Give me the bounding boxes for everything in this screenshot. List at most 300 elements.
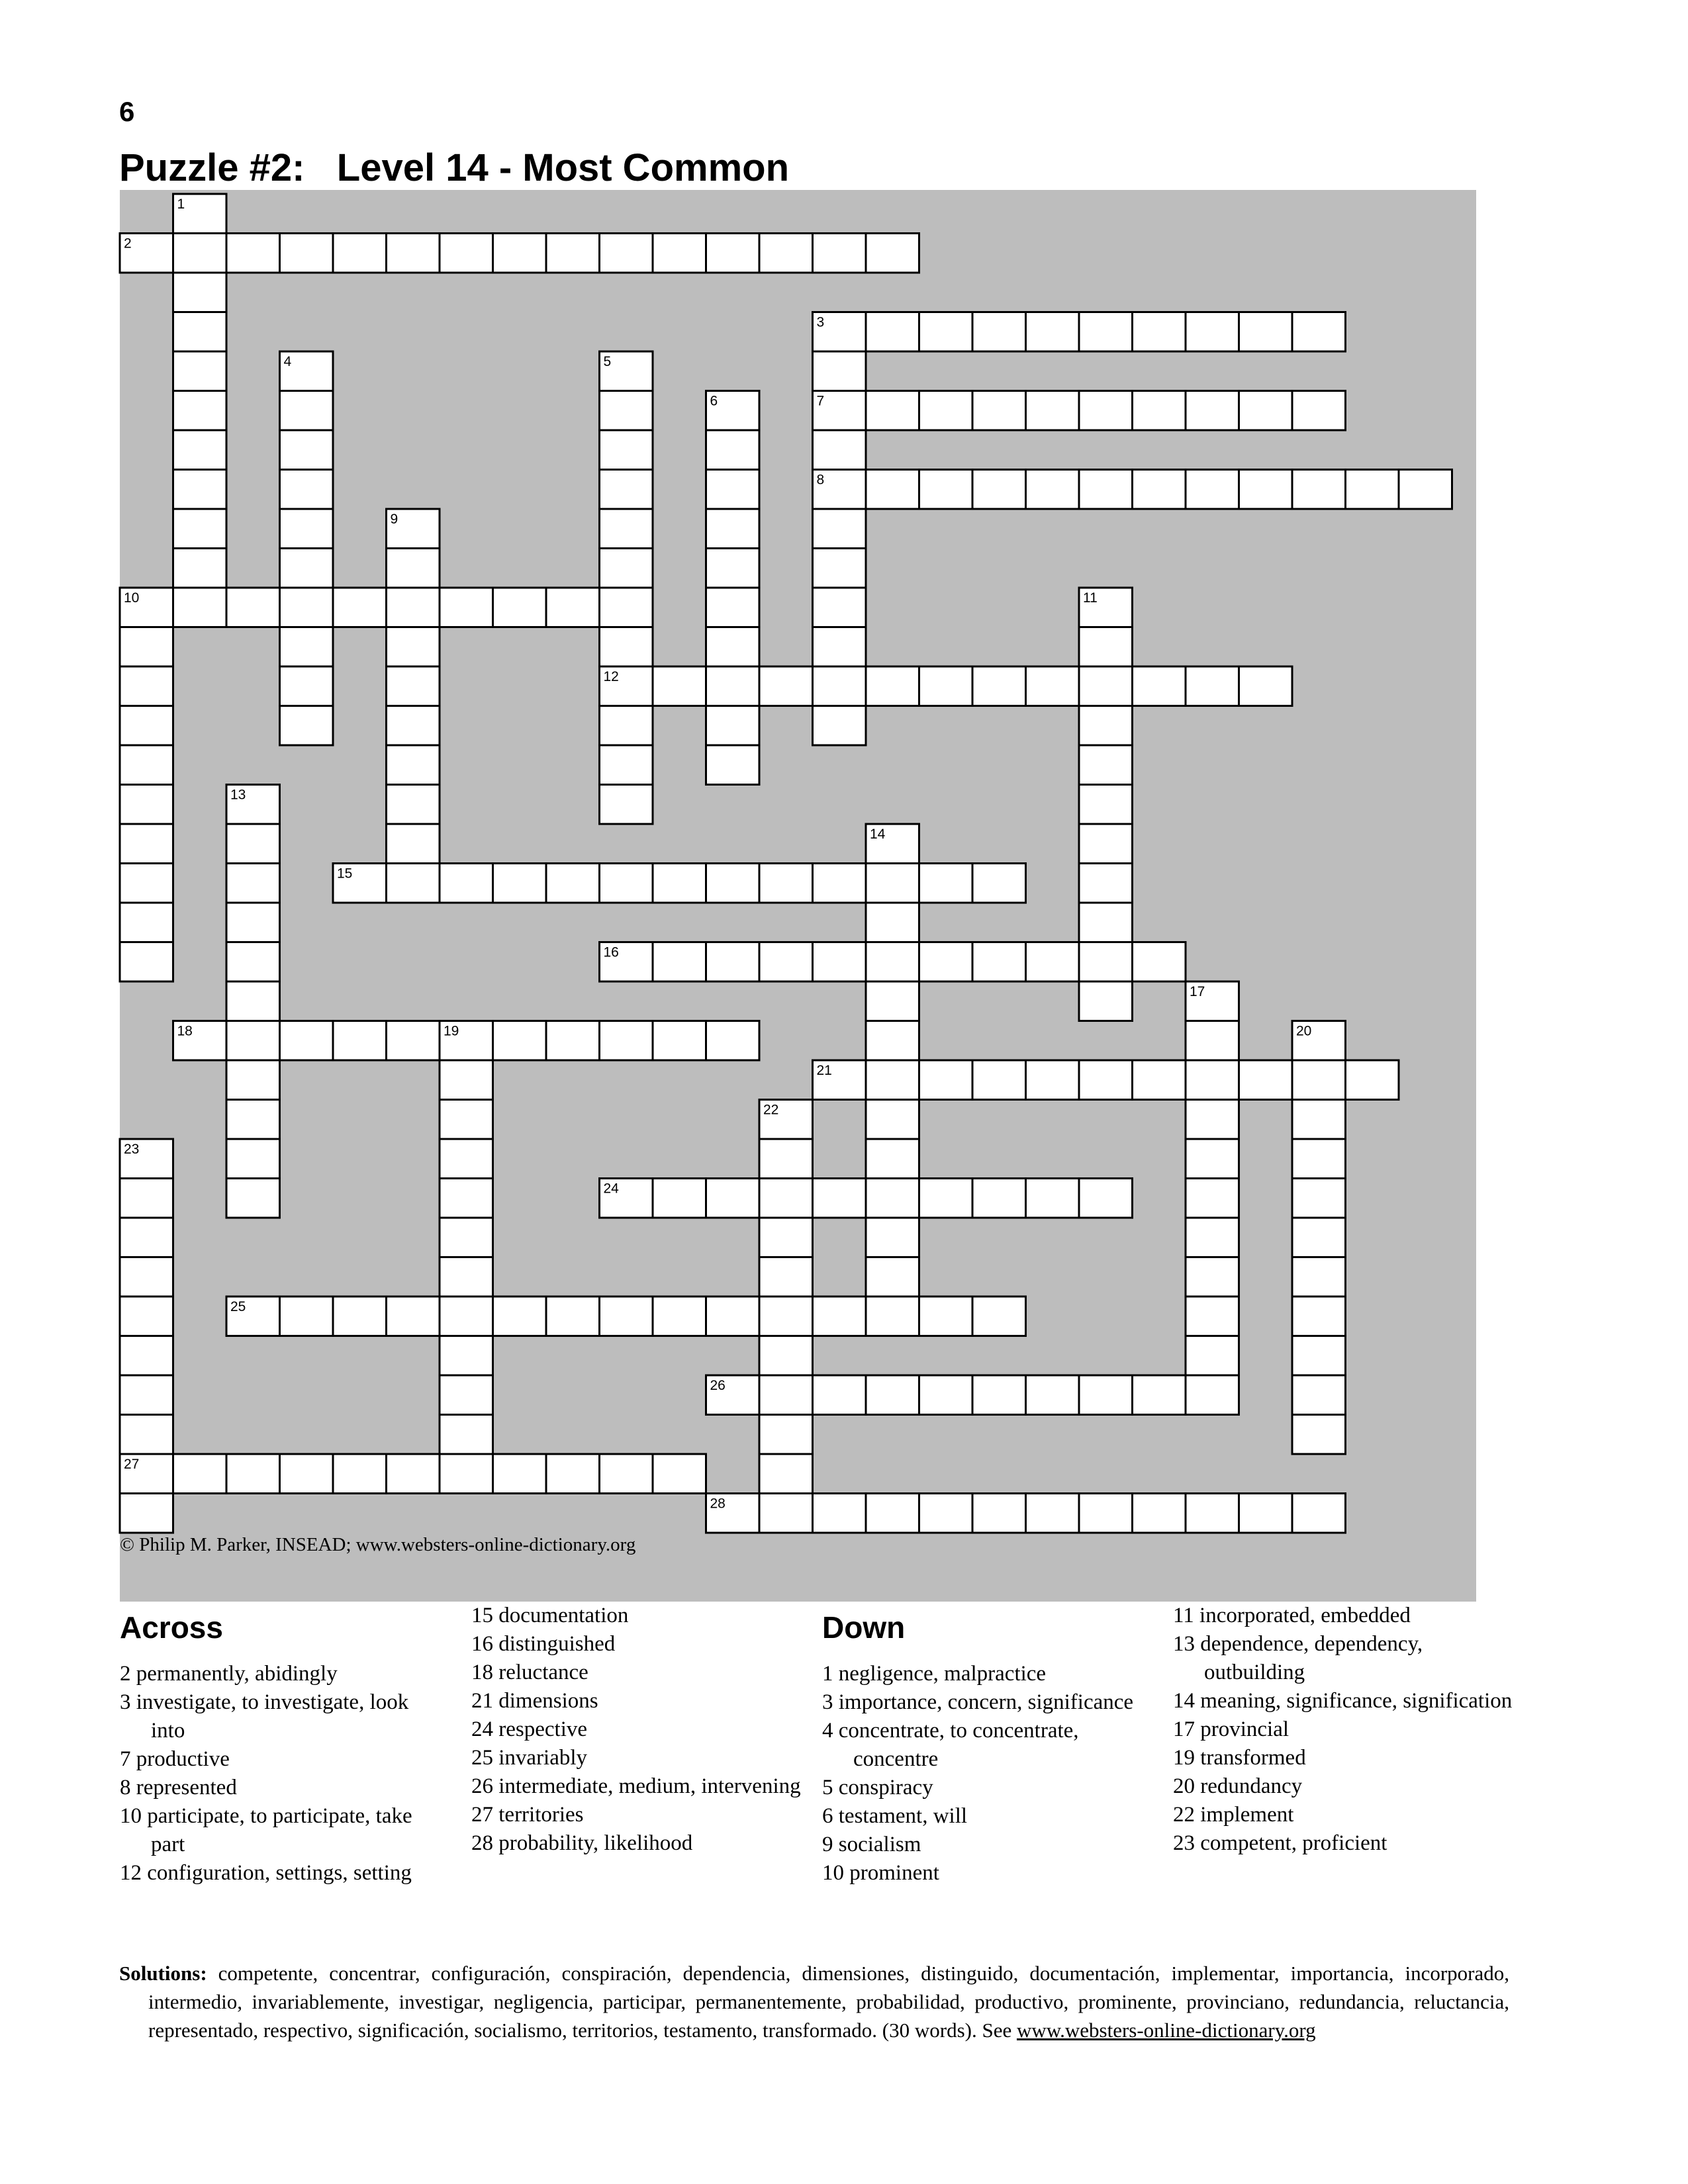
grid-cell[interactable] [1346, 1060, 1399, 1100]
grid-cell[interactable] [759, 1257, 813, 1297]
grid-cell[interactable] [173, 588, 227, 627]
grid-cell[interactable] [226, 942, 280, 982]
grid-cell[interactable] [1239, 391, 1293, 431]
grid-cell[interactable] [280, 234, 334, 273]
grid-cell[interactable] [813, 549, 867, 588]
grid-cell[interactable] [919, 1179, 973, 1218]
grid-cell[interactable] [972, 864, 1026, 903]
grid-cell[interactable] [333, 234, 387, 273]
grid-cell[interactable] [706, 509, 760, 549]
grid-cell[interactable] [387, 1297, 440, 1336]
grid-cell[interactable] [813, 588, 867, 627]
grid-cell[interactable] [600, 785, 653, 825]
grid-cell[interactable] [706, 706, 760, 746]
grid-cell[interactable] [600, 1297, 653, 1336]
grid-cell[interactable] [866, 391, 919, 431]
grid-cell[interactable] [866, 470, 919, 510]
grid-cell[interactable] [919, 1494, 973, 1533]
grid-cell[interactable] [387, 234, 440, 273]
grid-cell[interactable] [280, 391, 334, 431]
grid-cell[interactable] [1133, 1375, 1186, 1415]
grid-cell[interactable] [972, 1375, 1026, 1415]
grid-cell[interactable] [972, 312, 1026, 352]
grid-cell[interactable] [919, 470, 973, 510]
grid-cell[interactable] [972, 666, 1026, 706]
grid-cell[interactable] [600, 234, 653, 273]
grid-cell[interactable] [226, 1454, 280, 1494]
grid-cell[interactable] [226, 864, 280, 903]
grid-cell[interactable] [173, 549, 227, 588]
grid-cell[interactable] [1239, 1494, 1293, 1533]
clue: 14 meaning, significance, signification [1173, 1689, 1513, 1713]
grid-cell[interactable] [706, 1021, 760, 1061]
grid-cell[interactable] [600, 470, 653, 510]
grid-cell[interactable] [1292, 312, 1346, 352]
grid-cell[interactable] [226, 981, 280, 1021]
grid-cell[interactable] [1079, 1179, 1133, 1218]
grid-cell[interactable] [1186, 1218, 1239, 1257]
grid-cell[interactable] [387, 706, 440, 746]
grid-cell[interactable] [120, 903, 173, 942]
grid-cell[interactable] [866, 942, 919, 982]
grid-cell[interactable] [759, 1454, 813, 1494]
grid-cell[interactable] [173, 351, 227, 391]
grid-cell[interactable] [440, 1297, 493, 1336]
grid-cell[interactable] [866, 1257, 919, 1297]
grid-cell[interactable] [600, 391, 653, 431]
grid-cell[interactable] [173, 1454, 227, 1494]
grid-cell[interactable] [919, 1297, 973, 1336]
grid-cell[interactable] [493, 1297, 547, 1336]
grid-cell[interactable] [1292, 1297, 1346, 1336]
grid-cell[interactable] [1292, 1100, 1346, 1140]
grid-cell[interactable] [120, 706, 173, 746]
grid-cell[interactable] [173, 470, 227, 510]
grid-cell[interactable] [1186, 470, 1239, 510]
grid-cell[interactable] [120, 864, 173, 903]
grid-cell[interactable] [919, 391, 973, 431]
clue: 10 participate, to participate, take part [120, 1804, 412, 1856]
grid-cell[interactable] [546, 588, 600, 627]
grid-cell[interactable] [226, 1100, 280, 1140]
grid-cell[interactable] [280, 430, 334, 470]
grid-cell[interactable] [120, 745, 173, 785]
solutions-label: Solutions: [119, 1962, 207, 1985]
grid-cell[interactable] [120, 785, 173, 825]
grid-cell[interactable] [1399, 470, 1452, 510]
grid-cell[interactable] [1079, 706, 1133, 746]
grid-cell[interactable] [813, 430, 867, 470]
grid-cell[interactable] [280, 706, 334, 746]
clue: 3 investigate, to investigate, look into [120, 1690, 409, 1743]
grid-cell[interactable] [653, 864, 706, 903]
grid-cell[interactable] [706, 588, 760, 627]
grid-cell[interactable] [706, 1179, 760, 1218]
grid-cell[interactable] [120, 1297, 173, 1336]
grid-cell[interactable] [173, 391, 227, 431]
grid-cell[interactable] [387, 1021, 440, 1061]
grid-cell[interactable] [1239, 666, 1293, 706]
grid-cell[interactable] [120, 1257, 173, 1297]
grid-cell[interactable] [440, 1336, 493, 1376]
grid-cell[interactable] [972, 1179, 1026, 1218]
grid-cell[interactable] [1026, 391, 1080, 431]
grid-cell[interactable] [226, 824, 280, 864]
grid-cell[interactable] [546, 1454, 600, 1494]
grid-cell[interactable] [1186, 666, 1239, 706]
grid-cell[interactable] [1186, 1100, 1239, 1140]
grid-cell[interactable] [546, 1021, 600, 1061]
grid-cell[interactable] [866, 1139, 919, 1179]
grid-cell[interactable] [1026, 1060, 1080, 1100]
grid-cell[interactable] [600, 706, 653, 746]
grid-cell[interactable] [1026, 470, 1080, 510]
grid-cell[interactable] [173, 509, 227, 549]
grid-cell[interactable] [280, 666, 334, 706]
grid-cell[interactable] [1292, 391, 1346, 431]
grid-cell[interactable] [440, 1415, 493, 1455]
grid-cell[interactable] [866, 1021, 919, 1061]
grid-cell[interactable] [653, 1454, 706, 1494]
grid-cell[interactable] [600, 509, 653, 549]
grid-cell[interactable] [120, 1336, 173, 1376]
grid-cell[interactable] [1079, 942, 1133, 982]
grid-cell[interactable] [1079, 470, 1133, 510]
clue-number: 17 [1190, 984, 1205, 999]
grid-cell[interactable] [1133, 391, 1186, 431]
grid-cell[interactable] [813, 234, 867, 273]
grid-cell[interactable] [1186, 312, 1239, 352]
grid-cell[interactable] [226, 1060, 280, 1100]
grid-cell[interactable] [759, 1297, 813, 1336]
grid-cell[interactable] [387, 864, 440, 903]
grid-cell[interactable] [280, 1454, 334, 1494]
grid-cell[interactable] [1026, 942, 1080, 982]
grid-cell[interactable] [1292, 1415, 1346, 1455]
grid-cell[interactable] [600, 549, 653, 588]
grid-cell[interactable] [1079, 312, 1133, 352]
grid-cell[interactable] [173, 234, 227, 273]
grid-cell[interactable] [280, 470, 334, 510]
grid-cell[interactable] [653, 1021, 706, 1061]
grid-cell[interactable] [919, 1375, 973, 1415]
down-heading: Down [822, 1610, 906, 1645]
grid-cell[interactable] [226, 903, 280, 942]
grid-cell[interactable] [440, 1257, 493, 1297]
grid-cell[interactable] [226, 588, 280, 627]
grid-cell[interactable] [866, 234, 919, 273]
grid-cell[interactable] [333, 1454, 387, 1494]
grid-cell[interactable] [546, 234, 600, 273]
grid-cell[interactable] [866, 1179, 919, 1218]
grid-cell[interactable] [972, 1297, 1026, 1336]
grid-cell[interactable] [706, 1297, 760, 1336]
clue-number: 1 [177, 197, 185, 212]
grid-cell[interactable] [1079, 981, 1133, 1021]
grid-cell[interactable] [1079, 824, 1133, 864]
grid-cell[interactable] [1186, 1257, 1239, 1297]
grid-cell[interactable] [1079, 1375, 1133, 1415]
grid-cell[interactable] [866, 981, 919, 1021]
grid-cell[interactable] [813, 666, 867, 706]
grid-cell[interactable] [120, 1494, 173, 1533]
grid-cell[interactable] [759, 1218, 813, 1257]
grid-cell[interactable] [387, 824, 440, 864]
grid-cell[interactable] [1133, 666, 1186, 706]
grid-cell[interactable] [653, 1179, 706, 1218]
grid-cell[interactable] [759, 1179, 813, 1218]
grid-cell[interactable] [706, 627, 760, 667]
grid-cell[interactable] [1186, 1060, 1239, 1100]
grid-cell[interactable] [1079, 1494, 1133, 1533]
grid-cell[interactable] [173, 430, 227, 470]
grid-cell[interactable] [493, 864, 547, 903]
clue-number: 12 [603, 669, 619, 684]
clue: 28 probability, likelihood [471, 1831, 693, 1855]
grid-cell[interactable] [120, 627, 173, 667]
grid-cell[interactable] [1292, 470, 1346, 510]
grid-cell[interactable] [440, 1375, 493, 1415]
grid-cell[interactable] [866, 666, 919, 706]
grid-cell[interactable] [1079, 627, 1133, 667]
grid-cell[interactable] [440, 588, 493, 627]
grid-cell[interactable] [1133, 1494, 1186, 1533]
grid-cell[interactable] [759, 666, 813, 706]
grid-cell[interactable] [1186, 1179, 1239, 1218]
grid-cell[interactable] [440, 1100, 493, 1140]
grid-cell[interactable] [759, 864, 813, 903]
grid-cell[interactable] [600, 745, 653, 785]
grid-cell[interactable] [600, 588, 653, 627]
grid-cell[interactable] [1186, 1336, 1239, 1376]
grid-cell[interactable] [653, 234, 706, 273]
grid-cell[interactable] [1133, 942, 1186, 982]
grid-cell[interactable] [440, 234, 493, 273]
grid-cell[interactable] [866, 1297, 919, 1336]
grid-cell[interactable] [759, 1415, 813, 1455]
grid-cell[interactable] [387, 785, 440, 825]
grid-cell[interactable] [440, 1179, 493, 1218]
grid-cell[interactable] [1079, 864, 1133, 903]
grid-cell[interactable] [600, 1021, 653, 1061]
grid-cell[interactable] [387, 1454, 440, 1494]
grid-cell[interactable] [759, 1494, 813, 1533]
grid-cell[interactable] [600, 430, 653, 470]
grid-cell[interactable] [1292, 1179, 1346, 1218]
grid-cell[interactable] [706, 470, 760, 510]
grid-cell[interactable] [813, 509, 867, 549]
grid-cell[interactable] [759, 1139, 813, 1179]
clue: 20 redundancy [1173, 1774, 1303, 1798]
grid-cell[interactable] [1186, 1375, 1239, 1415]
grid-cell[interactable] [813, 1375, 867, 1415]
grid-cell[interactable] [1346, 470, 1399, 510]
grid-cell[interactable] [1133, 1060, 1186, 1100]
grid-cell[interactable] [813, 351, 867, 391]
clue: 1 negligence, malpractice [822, 1662, 1047, 1686]
grid-cell[interactable] [866, 1375, 919, 1415]
grid-cell[interactable] [333, 1021, 387, 1061]
grid-cell[interactable] [1186, 391, 1239, 431]
grid-cell[interactable] [972, 1494, 1026, 1533]
grid-cell[interactable] [759, 234, 813, 273]
grid-cell[interactable] [919, 864, 973, 903]
grid-cell[interactable] [653, 666, 706, 706]
grid-cell[interactable] [387, 745, 440, 785]
grid-cell[interactable] [1186, 1021, 1239, 1061]
grid-cell[interactable] [333, 1297, 387, 1336]
clue-number: 28 [710, 1496, 726, 1512]
solutions-link[interactable]: www.websters-online-dictionary.org [1016, 2019, 1316, 2042]
grid-cell[interactable] [440, 1218, 493, 1257]
grid-cell[interactable] [1292, 1139, 1346, 1179]
grid-cell[interactable] [1133, 470, 1186, 510]
grid-cell[interactable] [1186, 1297, 1239, 1336]
grid-cell[interactable] [706, 430, 760, 470]
grid-cell[interactable] [706, 549, 760, 588]
grid-cell[interactable] [866, 1060, 919, 1100]
grid-cell[interactable] [226, 1179, 280, 1218]
grid-cell[interactable] [546, 864, 600, 903]
grid-cell[interactable] [440, 1454, 493, 1494]
grid-cell[interactable] [440, 1139, 493, 1179]
grid-cell[interactable] [813, 864, 867, 903]
grid-cell[interactable] [226, 1139, 280, 1179]
grid-cell[interactable] [1186, 1139, 1239, 1179]
clue-number: 10 [124, 590, 140, 606]
grid-cell[interactable] [759, 1375, 813, 1415]
grid-cell[interactable] [972, 1060, 1026, 1100]
grid-cell[interactable] [1079, 666, 1133, 706]
grid-cell[interactable] [919, 312, 973, 352]
grid-cell[interactable] [866, 312, 919, 352]
grid-cell[interactable] [813, 627, 867, 667]
clue: 6 testament, will [822, 1804, 968, 1828]
grid-cell[interactable] [919, 1060, 973, 1100]
grid-cell[interactable] [1292, 1375, 1346, 1415]
grid-cell[interactable] [600, 864, 653, 903]
grid-cell[interactable] [706, 666, 760, 706]
grid-cell[interactable] [280, 627, 334, 667]
grid-cell[interactable] [813, 1179, 867, 1218]
puzzle-title: Puzzle #2: Level 14 - Most Common [119, 146, 789, 189]
grid-cell[interactable] [600, 627, 653, 667]
grid-cell[interactable] [493, 234, 547, 273]
grid-cell[interactable] [1026, 1494, 1080, 1533]
clue-number: 3 [816, 314, 825, 330]
grid-cell[interactable] [280, 509, 334, 549]
grid-cell[interactable] [706, 745, 760, 785]
grid-cell[interactable] [1239, 1060, 1293, 1100]
grid-cell[interactable] [706, 234, 760, 273]
grid-cell[interactable] [866, 1100, 919, 1140]
clue-number: 18 [177, 1023, 193, 1039]
grid-cell[interactable] [972, 470, 1026, 510]
grid-cell[interactable] [919, 942, 973, 982]
grid-cell[interactable] [1079, 1060, 1133, 1100]
grid-cell[interactable] [1026, 1375, 1080, 1415]
grid-cell[interactable] [173, 312, 227, 352]
grid-cell[interactable] [813, 1494, 867, 1533]
grid-cell[interactable] [653, 942, 706, 982]
grid-cell[interactable] [1079, 785, 1133, 825]
grid-cell[interactable] [866, 1494, 919, 1533]
grid-cell[interactable] [866, 864, 919, 903]
grid-cell[interactable] [333, 588, 387, 627]
grid-cell[interactable] [1292, 1218, 1346, 1257]
grid-cell[interactable] [866, 1218, 919, 1257]
grid-cell[interactable] [280, 1021, 334, 1061]
grid-cell[interactable] [120, 1179, 173, 1218]
grid-cell[interactable] [440, 864, 493, 903]
grid-cell[interactable] [1239, 470, 1293, 510]
grid-cell[interactable] [1133, 312, 1186, 352]
grid-cell[interactable] [600, 1454, 653, 1494]
grid-cell[interactable] [226, 234, 280, 273]
grid-cell[interactable] [813, 706, 867, 746]
grid-cell[interactable] [120, 1218, 173, 1257]
grid-cell[interactable] [1292, 1257, 1346, 1297]
grid-cell[interactable] [1026, 312, 1080, 352]
grid-cell[interactable] [440, 1060, 493, 1100]
grid-cell[interactable] [120, 942, 173, 982]
grid-cell[interactable] [1079, 903, 1133, 942]
grid-cell[interactable] [226, 1021, 280, 1061]
grid-cell[interactable] [173, 273, 227, 312]
grid-cell[interactable] [653, 1297, 706, 1336]
grid-cell[interactable] [120, 1375, 173, 1415]
grid-cell[interactable] [387, 627, 440, 667]
grid-cell[interactable] [546, 1297, 600, 1336]
grid-cell[interactable] [280, 1297, 334, 1336]
grid-cell[interactable] [1079, 391, 1133, 431]
grid-cell[interactable] [1239, 312, 1293, 352]
grid-cell[interactable] [919, 666, 973, 706]
grid-cell[interactable] [1292, 1494, 1346, 1533]
grid-cell[interactable] [1079, 745, 1133, 785]
grid-cell[interactable] [1026, 666, 1080, 706]
grid-cell[interactable] [493, 1021, 547, 1061]
grid-cell[interactable] [280, 549, 334, 588]
grid-cell[interactable] [813, 1297, 867, 1336]
grid-cell[interactable] [280, 588, 334, 627]
clue-number: 23 [124, 1142, 140, 1157]
grid-cell[interactable] [972, 391, 1026, 431]
grid-cell[interactable] [387, 666, 440, 706]
grid-cell[interactable] [120, 824, 173, 864]
grid-cell[interactable] [759, 942, 813, 982]
grid-cell[interactable] [972, 942, 1026, 982]
grid-cell[interactable] [1292, 1336, 1346, 1376]
grid-cell[interactable] [866, 903, 919, 942]
grid-cell[interactable] [759, 1336, 813, 1376]
grid-cell[interactable] [120, 1415, 173, 1455]
grid-cell[interactable] [493, 588, 547, 627]
grid-cell[interactable] [706, 864, 760, 903]
clue: 4 concentrate, to concentrate, concentre [822, 1719, 1079, 1771]
grid-cell[interactable] [120, 666, 173, 706]
grid-cell[interactable] [493, 1454, 547, 1494]
grid-cell[interactable] [1186, 1494, 1239, 1533]
grid-cell[interactable] [387, 588, 440, 627]
solutions-paragraph [119, 1959, 1509, 2044]
grid-cell[interactable] [387, 549, 440, 588]
grid-cell[interactable] [706, 942, 760, 982]
grid-cell[interactable] [1026, 1179, 1080, 1218]
grid-cell[interactable] [813, 942, 867, 982]
clue: 24 respective [471, 1717, 588, 1741]
grid-cell[interactable] [1292, 1060, 1346, 1100]
